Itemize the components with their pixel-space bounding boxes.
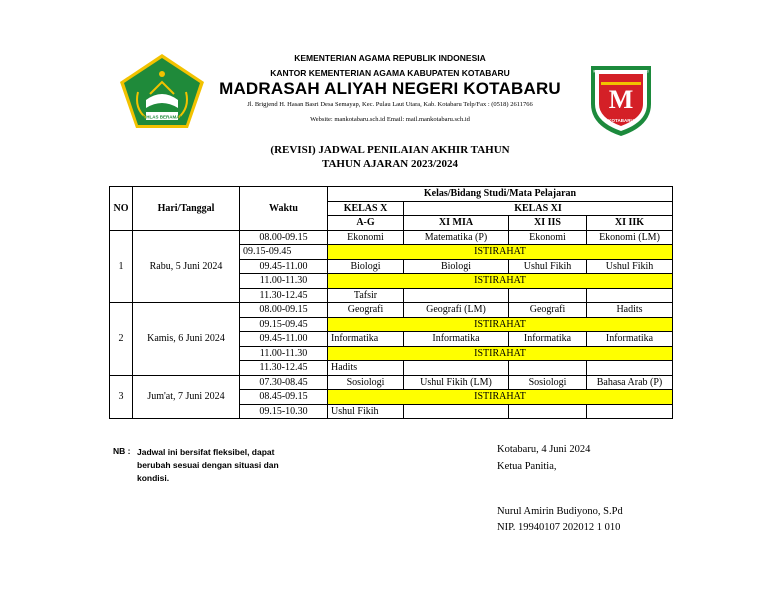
- subject-cell: [404, 288, 509, 303]
- signature-nip: NIP. 19940107 202012 1 010: [497, 522, 621, 533]
- time-slot: 11.00-11.30: [240, 346, 328, 361]
- subject-cell: Ushul Fikih: [587, 259, 673, 274]
- schedule-table: [109, 186, 673, 419]
- subject-cell: [587, 404, 673, 419]
- subject-cell: Hadits: [587, 303, 673, 318]
- day-number: 2: [110, 303, 133, 376]
- time-slot: 09.45-11.00: [240, 332, 328, 347]
- note-text: Jadwal ini bersifat fleksibel, dapat berubah sesuai dengan situasi dan kondisi.: [137, 447, 279, 483]
- subject-cell: Matematika (P): [404, 230, 509, 245]
- subject-cell: [509, 404, 587, 419]
- page-subtitle: TAHUN AJARAN 2023/2024: [321, 158, 459, 170]
- subject-cell: Informatika: [509, 332, 587, 347]
- time-slot: 09.15-10.30: [240, 404, 328, 419]
- subject-cell: [509, 288, 587, 303]
- header-time: Waktu: [240, 187, 328, 231]
- time-slot: 08.00-09.15: [240, 230, 328, 245]
- header-class-xi: KELAS XI: [404, 201, 673, 216]
- kemenag-logo: [116, 52, 208, 132]
- header-xi-mia: XI MIA: [404, 216, 509, 231]
- subject-cell: Informatika: [404, 332, 509, 347]
- subject-cell: Bahasa Arab (P): [587, 375, 673, 390]
- signature-role: Ketua Panitia,: [497, 461, 557, 472]
- subject-cell: [404, 361, 509, 376]
- subject-cell: Biologi: [404, 259, 509, 274]
- header-xi-iis: XI IIS: [509, 216, 587, 231]
- header-website: Website: mankotabaru.sch.id Email: mail.mankotabaru.sch.id: [310, 116, 470, 123]
- subject-cell: Ekonomi: [509, 230, 587, 245]
- header-office: KANTOR KEMENTERIAN AGAMA KABUPATEN KOTABARU: [270, 68, 510, 78]
- header-subjects: Kelas/Bidang Studi/Mata Pelajaran: [328, 187, 673, 202]
- page-title: (REVISI) JADWAL PENILAIAN AKHIR TAHUN: [270, 144, 510, 156]
- day-date: Rabu, 5 Juni 2024: [133, 230, 240, 303]
- subject-cell: Tafsir: [328, 288, 404, 303]
- subject-cell: Ushul Fikih: [328, 404, 404, 419]
- header-ministry: KEMENTERIAN AGAMA REPUBLIK INDONESIA: [294, 53, 486, 63]
- logo-top-text: MADRASAH ALIYAH NEGERI: [593, 68, 649, 74]
- subject-cell: Geografi: [509, 303, 587, 318]
- subject-cell: Sosiologi: [509, 375, 587, 390]
- time-slot: 09.45-11.00: [240, 259, 328, 274]
- table-row: [110, 230, 673, 245]
- man-emblem-icon: [583, 60, 659, 138]
- break-cell: ISTIRAHAT: [328, 390, 673, 405]
- subject-cell: [509, 361, 587, 376]
- break-cell: ISTIRAHAT: [328, 274, 673, 289]
- day-number: 3: [110, 375, 133, 419]
- subject-cell: Hadits: [328, 361, 404, 376]
- subject-cell: Geografi: [328, 303, 404, 318]
- time-slot: 11.00-11.30: [240, 274, 328, 289]
- note-label: NB :: [113, 446, 131, 456]
- subject-cell: [587, 361, 673, 376]
- time-slot: 11.30-12.45: [240, 361, 328, 376]
- header-no: NO: [110, 187, 133, 231]
- logo-bottom-text: KOTABARU: [608, 118, 634, 123]
- subject-cell: Ushul Fikih (LM): [404, 375, 509, 390]
- subject-cell: Biologi: [328, 259, 404, 274]
- header-day: Hari/Tanggal: [133, 187, 240, 231]
- table-row: [110, 303, 673, 318]
- kemenag-emblem-icon: [116, 52, 208, 132]
- logo-mark-text: M: [608, 85, 634, 114]
- header-xi-iik: XI IIK: [587, 216, 673, 231]
- subject-cell: Informatika: [587, 332, 673, 347]
- header-school-name: MADRASAH ALIYAH NEGERI KOTABARU: [219, 79, 561, 98]
- signature-place-date: Kotabaru, 4 Juni 2024: [497, 444, 591, 455]
- subject-cell: Ushul Fikih: [509, 259, 587, 274]
- break-cell: ISTIRAHAT: [328, 346, 673, 361]
- header-class-x: KELAS X: [328, 201, 404, 216]
- time-slot: 08.45-09.15: [240, 390, 328, 405]
- subject-cell: Informatika: [328, 332, 404, 347]
- header-address: Jl. Brigjend H. Hasan Basri Desa Semayap, Kec. Pulau Laut Utara, Kab. Kotabaru Telp/Fax : (0518) 2611766: [247, 101, 533, 108]
- subject-cell: [404, 404, 509, 419]
- subject-cell: Ekonomi (LM): [587, 230, 673, 245]
- man-logo: [583, 60, 659, 138]
- time-slot: 07.30-08.45: [240, 375, 328, 390]
- time-slot: 09.15-09.45: [240, 245, 328, 260]
- day-date: Kamis, 6 Juni 2024: [133, 303, 240, 376]
- time-slot: 08.00-09.15: [240, 303, 328, 318]
- header-ag: A-G: [328, 216, 404, 231]
- subject-cell: Ekonomi: [328, 230, 404, 245]
- logo-ribbon-text: IKHLAS BERAMAL: [141, 114, 183, 120]
- break-cell: ISTIRAHAT: [328, 317, 673, 332]
- time-slot: 11.30-12.45: [240, 288, 328, 303]
- subject-cell: Geografi (LM): [404, 303, 509, 318]
- subject-cell: [587, 288, 673, 303]
- signature-name: Nurul Amirin Budiyono, S.Pd: [497, 506, 623, 517]
- subject-cell: Sosiologi: [328, 375, 404, 390]
- table-row: [110, 375, 673, 390]
- break-cell: ISTIRAHAT: [328, 245, 673, 260]
- day-number: 1: [110, 230, 133, 303]
- day-date: Jum'at, 7 Juni 2024: [133, 375, 240, 419]
- time-slot: 09.15-09.45: [240, 317, 328, 332]
